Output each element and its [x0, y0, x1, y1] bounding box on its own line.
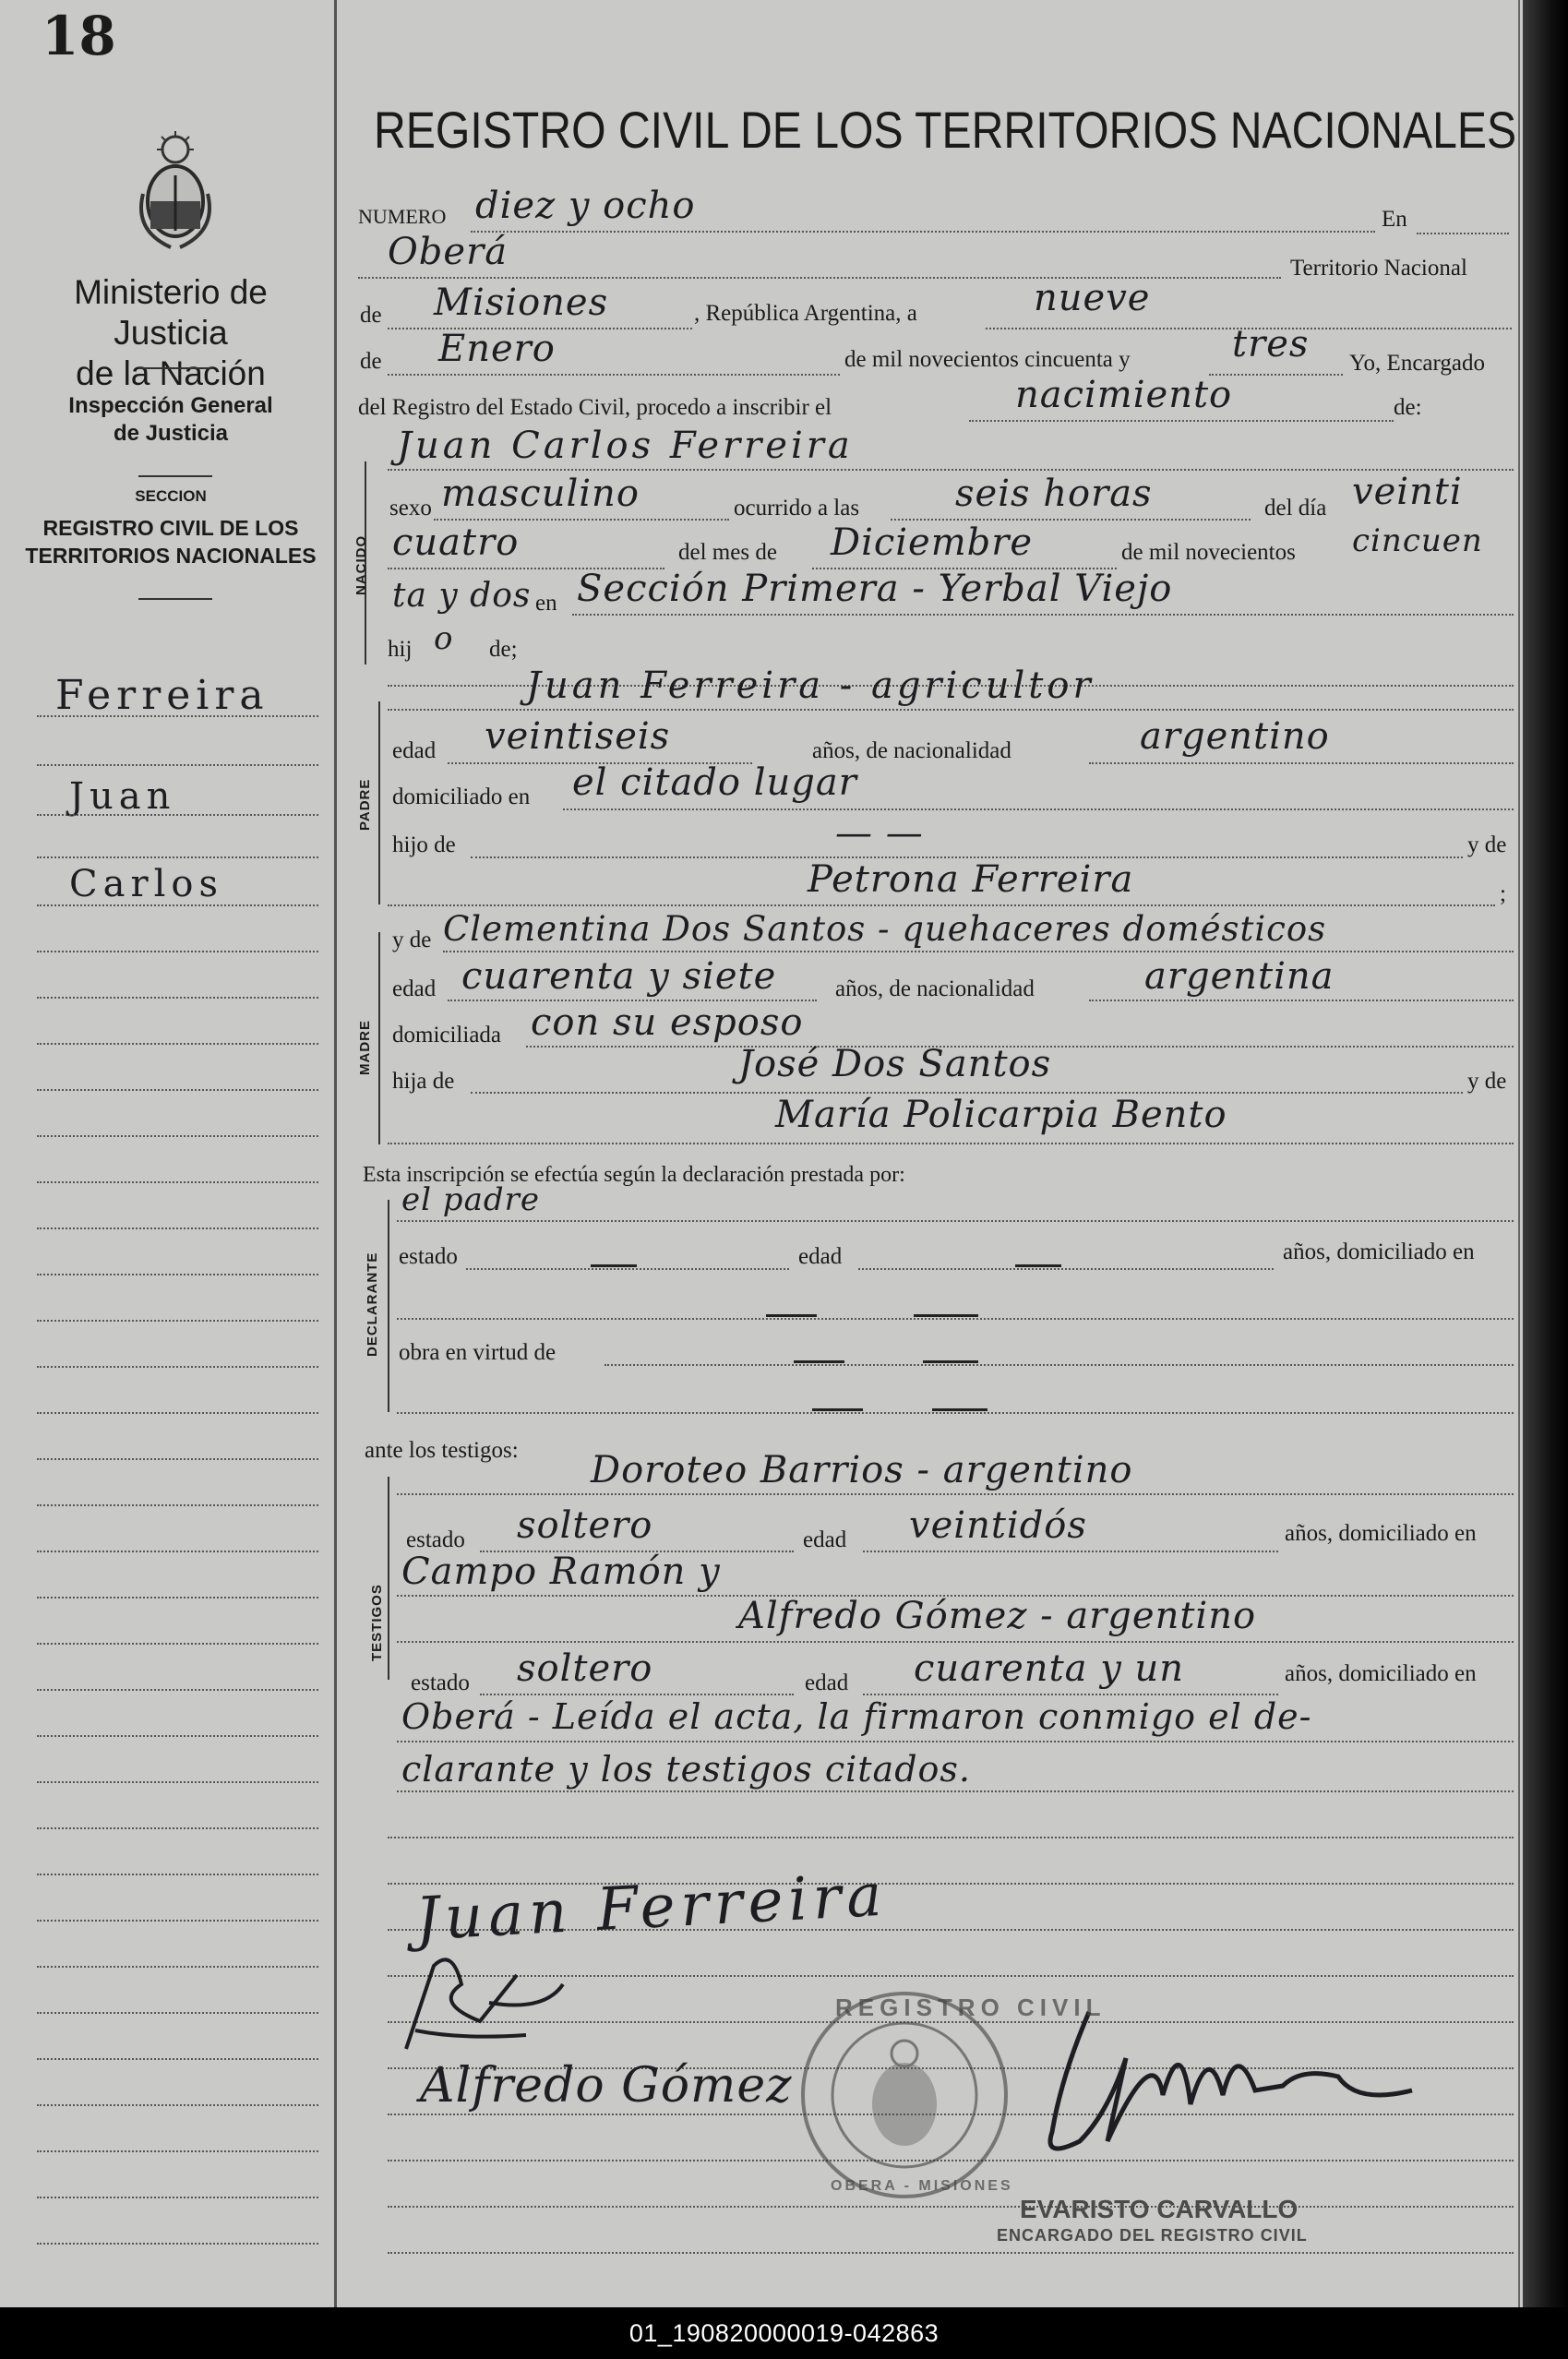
sidebar-divider [138, 475, 212, 477]
en-nacido-label: en [535, 591, 557, 616]
testigo1-nombre: Doroteo Barrios - argentino [591, 1449, 1133, 1491]
anio-label: de mil novecientos cincuenta y [844, 347, 1131, 372]
cierre-linea-2: clarante y los testigos citados. [401, 1749, 971, 1790]
page-number: 18 [42, 5, 116, 67]
testigo1-domicilio: Campo Ramón y [401, 1551, 721, 1593]
margin-rule [334, 0, 337, 2307]
anio-nacido-value-2: ta y dos [392, 577, 532, 615]
testigo1-estado: soltero [517, 1504, 653, 1547]
madre-nacionalidad-label: años, de nacionalidad [835, 976, 1035, 1001]
hijo-de-padre-label: hijo de [392, 832, 456, 857]
ocurrido-label: ocurrido a las [734, 496, 860, 521]
edad-dash [1015, 1264, 1061, 1267]
mes-label: del mes de [678, 540, 777, 565]
stamp-top-text: REGISTRO CIVIL [835, 1994, 1107, 2021]
testigos-bracket [388, 1477, 402, 1680]
firma-encargado-signature [1024, 2003, 1421, 2160]
inspection-name: Inspección General de Justicia [68, 393, 273, 446]
declarante-edad-label: edad [798, 1244, 843, 1269]
domicilio-dash-1 [766, 1314, 817, 1317]
testigo1-estado-label: estado [406, 1527, 465, 1552]
testigo1-domicilio-label: años, domiciliado en [1285, 1521, 1477, 1546]
nacido-nombre: Juan Carlos Ferreira [397, 425, 854, 467]
encargado-title-stamp: ENCARGADO DEL REGISTRO CIVIL [997, 2226, 1308, 2245]
testigo2-edad: cuarenta y un [914, 1647, 1185, 1690]
declarante-bracket [388, 1200, 402, 1412]
de2-label: de: [1394, 395, 1422, 420]
padre-nacionalidad: argentino [1140, 715, 1330, 758]
padre-de-padre: — — [835, 812, 924, 855]
madre-de-padre: Petrona Ferreira [808, 858, 1134, 901]
madre-de-madre: María Policarpia Bento [775, 1094, 1227, 1136]
obra-dash-1 [794, 1360, 844, 1363]
nacionalidad-label: años, de nacionalidad [812, 738, 1011, 763]
sexo-value: masculino [441, 473, 640, 515]
margin-name-1: Juan [69, 775, 176, 818]
nacido-tag: NACIDO [353, 534, 369, 595]
republica-label: , República Argentina, a [694, 301, 917, 326]
hijo-de-label: de; [489, 637, 518, 662]
en-label: En [1382, 207, 1407, 232]
margin-name-2: Carlos [69, 863, 223, 905]
declarante-domicilio-label: años, domiciliado en [1283, 1239, 1475, 1264]
sidebar-divider [138, 367, 212, 369]
anio-nacido-label: de mil novecientos [1121, 540, 1296, 565]
testigo1-edad-label: edad [803, 1527, 847, 1552]
obra-dash-3 [812, 1408, 863, 1411]
dia-value-2: cuatro [392, 521, 520, 564]
dia-value: nueve [1034, 277, 1151, 319]
register-title: REGISTRO CIVIL DE LOS TERRITORIOS NACIONALES [374, 101, 1517, 159]
declarante-estado-label: estado [399, 1244, 458, 1269]
madre-nacionalidad: argentina [1144, 955, 1335, 998]
testigo2-domicilio-label: años, domiciliado en [1285, 1661, 1477, 1686]
lugar-value: Oberá [388, 231, 509, 273]
madre-y-de-label-2: y de [1467, 1069, 1507, 1094]
coat-of-arms-icon [134, 129, 217, 258]
obra-label: obra en virtud de [399, 1340, 557, 1365]
domicilio-label: domiciliado en [392, 784, 531, 809]
margin-surname: Ferreira [55, 672, 269, 719]
hijo-value: o [434, 620, 454, 657]
testigo2-edad-label: edad [805, 1670, 849, 1695]
encargado-label: Yo, Encargado [1349, 351, 1485, 376]
registro-label: del Registro del Estado Civil, procedo a inscribir el [358, 395, 832, 420]
padre-domicilio: el citado lugar [572, 761, 857, 804]
hija-de-label: hija de [392, 1069, 455, 1094]
scan-filename: 01_190820000019-042863 [0, 2307, 1568, 2359]
madre-tag: MADRE [357, 1020, 373, 1075]
testigo1-edad: veintidós [909, 1504, 1087, 1547]
declarante-tag: DECLARANTE [365, 1251, 380, 1357]
lugar-nacido-value: Sección Primera - Yerbal Viejo [577, 568, 1173, 610]
hijo-label: hij [388, 637, 413, 662]
padre-bracket [378, 701, 393, 904]
testigo2-estado-label: estado [411, 1670, 470, 1695]
madre-nombre: Clementina Dos Santos - quehaceres domésticos [443, 909, 1327, 949]
mes-nacido-value: Diciembre [831, 521, 1034, 564]
numero-label: NUMERO [358, 205, 447, 228]
ministry-name: Ministerio de Justicia de la Nación [74, 273, 268, 392]
padre-edad: veintiseis [485, 715, 671, 758]
anio-value: tres [1232, 323, 1310, 365]
madre-bracket [378, 932, 393, 1144]
domicilio-dash-2 [914, 1314, 978, 1317]
territorio-value: Misiones [434, 281, 609, 324]
stamp-bottom-text: OBERA - MISIONES [831, 2178, 1013, 2194]
obra-dash-2 [923, 1360, 978, 1363]
firma-testigo1-signature [378, 1947, 591, 2058]
madre-edad: cuarenta y siete [461, 955, 777, 998]
book-spine [1523, 0, 1568, 2307]
semicolon: ; [1500, 881, 1506, 906]
right-margin-rule [1518, 0, 1520, 2307]
dia-value-1: veinti [1352, 471, 1463, 513]
testigo2-estado: soltero [517, 1647, 653, 1690]
testigos-tag: TESTIGOS [369, 1584, 385, 1661]
de-label: de [360, 303, 382, 328]
dia-label: del día [1264, 496, 1327, 521]
madre-domicilio: con su esposo [531, 1001, 804, 1044]
declarante-nombre: el padre [401, 1181, 540, 1218]
madre-domicilio-label: domiciliada [392, 1023, 502, 1048]
edad-label: edad [392, 738, 437, 763]
section-label: SECCION [135, 487, 207, 505]
section-name: REGISTRO CIVIL DE LOS TERRITORIOS NACIONALES [25, 516, 317, 568]
sexo-label: sexo [389, 496, 432, 521]
estado-dash [591, 1264, 637, 1267]
sidebar-divider [138, 598, 212, 600]
declaracion-label: Esta inscripción se efectúa según la declaración prestada por: [363, 1163, 905, 1187]
hora-value: seis horas [955, 473, 1153, 515]
encargado-name-stamp: EVARISTO CARVALLO [1020, 2195, 1299, 2223]
testigo2-nombre: Alfredo Gómez - argentino [738, 1595, 1257, 1637]
numero-value: diez y ocho [475, 185, 696, 227]
mes-value: Enero [438, 328, 556, 370]
madre-edad-label: edad [392, 976, 437, 1001]
padre-nombre: Juan Ferreira - agricultor [526, 665, 1095, 707]
testigos-label: ante los testigos: [365, 1438, 519, 1463]
padre-tag: PADRE [357, 778, 373, 831]
firma-declarante: Juan Ferreira [413, 1861, 890, 1955]
territorio-label: Territorio Nacional [1290, 256, 1467, 281]
y-de-label: y de [1467, 832, 1507, 857]
padre-de-madre: José Dos Santos [738, 1043, 1052, 1085]
anio-nacido-value-1: cincuen [1352, 522, 1483, 559]
obra-dash-4 [932, 1408, 987, 1411]
acto-value: nacimiento [1015, 374, 1233, 416]
cierre-linea-1: Oberá - Leída el acta, la firmaron conmigo el de- [401, 1696, 1312, 1737]
firma-testigo2: Alfredo Gómez [420, 2058, 793, 2114]
de-label: de [360, 349, 382, 374]
madre-y-de-label: y de [392, 928, 432, 952]
